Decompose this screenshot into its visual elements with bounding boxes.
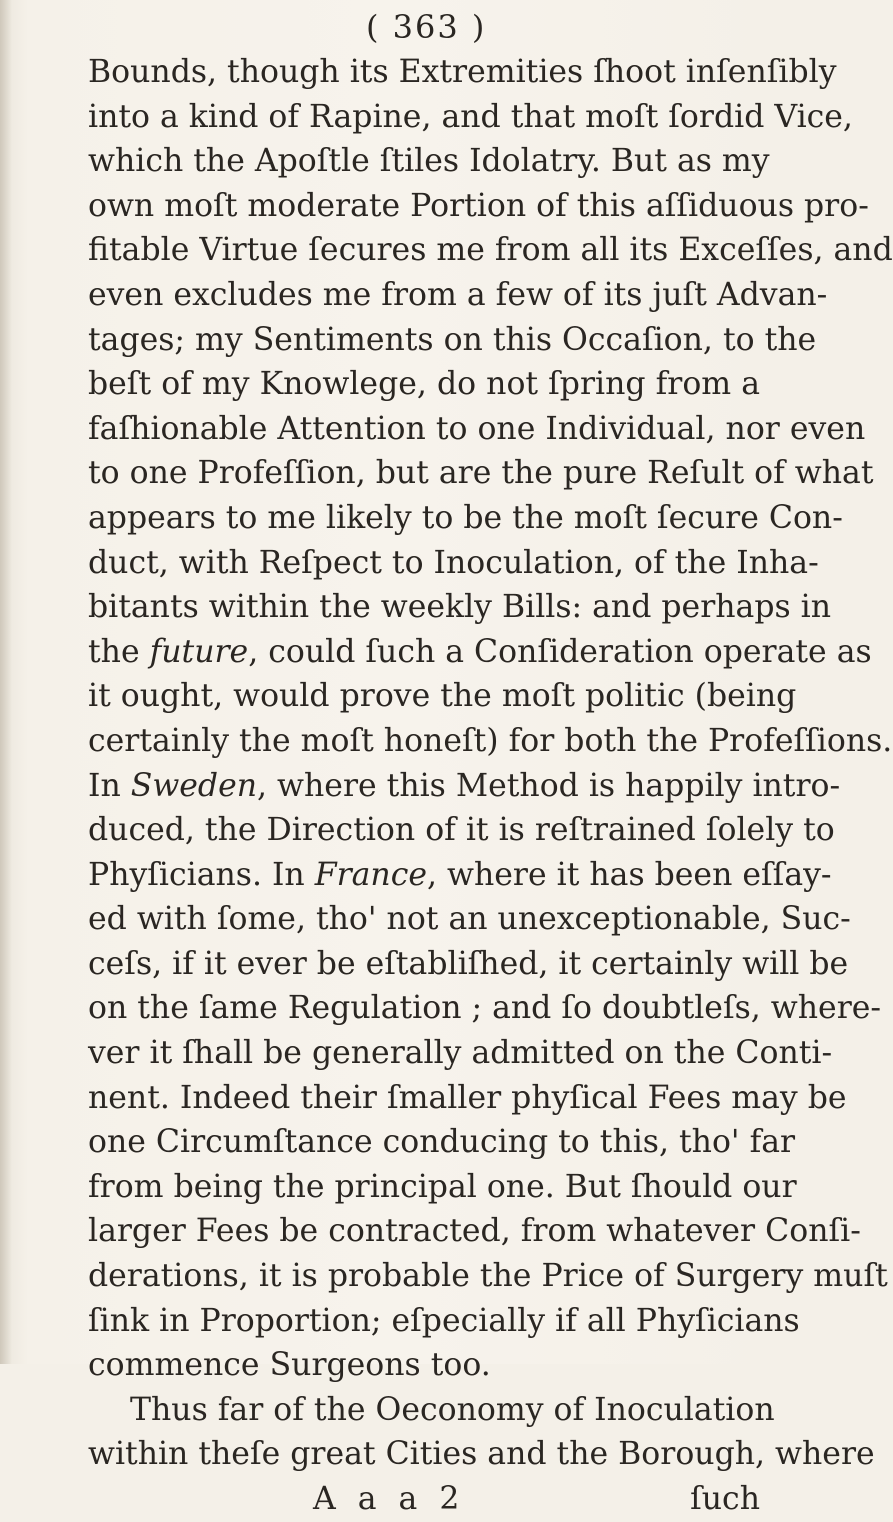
text-run: Phyſicians. In — [88, 856, 315, 893]
text-line: nent. Indeed their ſmaller phyſical Fees may be — [88, 1079, 847, 1116]
spine-shadow — [0, 0, 12, 1364]
text-line: tages; my Sentiments on this Occaſion, to the — [88, 321, 817, 358]
text-line: within theſe great Cities and the Borough, where — [88, 1436, 875, 1473]
signature-mark: A a a 2 — [313, 1481, 466, 1517]
text-line: which the Apoſtle ſtiles Idolatry. But as my — [88, 143, 770, 180]
text-run: the — [88, 633, 150, 670]
text-line: larger Fees be contracted, from whatever Conſi- — [88, 1213, 861, 1250]
text-line: fitable Virtue ſecures me from all its Exceſſes, and — [88, 232, 893, 269]
text-run: , could ſuch a Conſideration operate as — [248, 633, 872, 670]
text-line — [88, 630, 872, 675]
page-number: ( 363 ) — [366, 8, 487, 46]
text-line: duced, the Direction of it is reſtrained ſolely to — [88, 812, 835, 849]
page-footer — [88, 1477, 760, 1522]
text-line: beſt of my Knowlege, do not ſpring from a — [88, 366, 760, 403]
italic-word: France — [314, 856, 427, 893]
text-line: even excludes me from a few of its juſt Advan- — [88, 276, 828, 313]
text-line: ver it ſhall be generally admitted on the Conti- — [88, 1035, 833, 1072]
text-run: , where this Method is happily intro- — [257, 767, 841, 804]
body-text — [88, 50, 893, 1522]
text-line: Bounds, though its Extremities ſhoot inſenſibly — [88, 54, 837, 90]
text-line — [88, 853, 832, 898]
text-line: derations, it is probable the Price of Surgery muſt — [88, 1258, 888, 1295]
text-line: appears to me likely to be the moſt ſecure Con- — [88, 499, 843, 536]
text-line — [88, 764, 841, 809]
text-line: one Circumſtance conducing to this, tho' far — [88, 1124, 796, 1161]
text-line: into a kind of Rapine, and that moſt ſordid Vice, — [88, 98, 853, 135]
text-line: ſink in Proportion; eſpecially if all Phyſicians — [88, 1302, 800, 1339]
text-line: certainly the moſt honeſt) for both the Profeſſions. — [88, 722, 893, 759]
text-line: bitants within the weekly Bills: and perhaps in — [88, 589, 832, 626]
text-line: duct, with Reſpect to Inoculation, of the Inha- — [88, 544, 819, 581]
paragraph-end-line: commence Surgeons too. — [88, 1347, 491, 1384]
text-line: ceſs, if it ever be eſtabliſhed, it certainly will be — [88, 945, 849, 982]
text-line: on the ſame Regulation ; and ſo doubtleſs, where- — [88, 990, 882, 1027]
text-line: to one Profeſſion, but are the pure Reſult of what — [88, 455, 874, 492]
text-line: from being the principal one. But ſhould our — [88, 1168, 797, 1205]
text-line: ed with ſome, tho' not an unexceptionable, Suc- — [88, 901, 851, 938]
paragraph-start-line: Thus far of the Oeconomy of Inoculation — [130, 1391, 775, 1428]
text-run: In — [88, 767, 131, 804]
text-line: own moſt moderate Portion of this aſſiduous pro- — [88, 187, 869, 224]
italic-word: future — [149, 633, 249, 670]
catchword: ſuch — [690, 1481, 760, 1517]
text-line: faſhionable Attention to one Individual, nor even — [88, 410, 866, 447]
italic-word: Sweden — [130, 767, 258, 804]
text-run: , where it has been eſſay- — [427, 856, 832, 893]
text-line: it ought, would prove the moſt politic (being — [88, 678, 797, 715]
